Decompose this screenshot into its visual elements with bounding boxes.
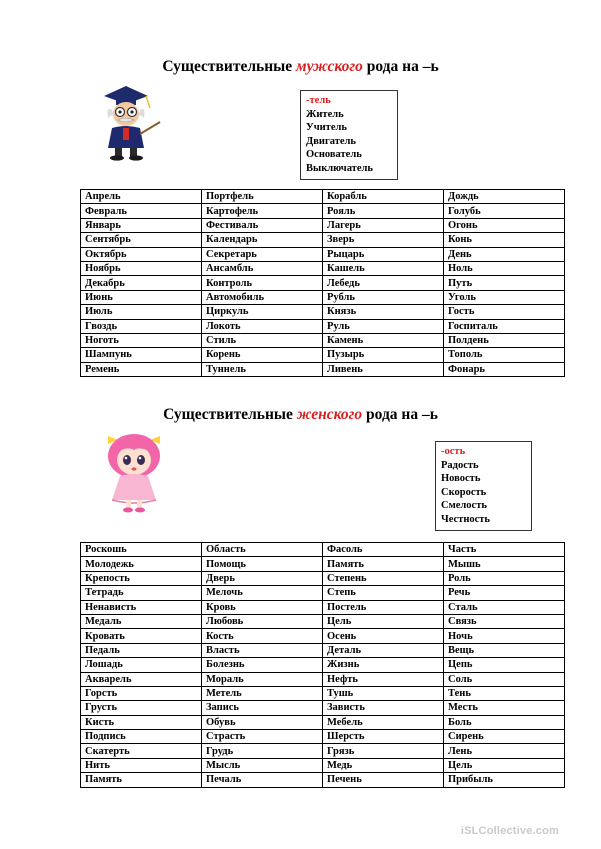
table-cell: Календарь bbox=[202, 233, 323, 247]
table-cell: Молодежь bbox=[81, 557, 202, 571]
table-cell: Жизнь bbox=[323, 658, 444, 672]
table-cell: Огонь bbox=[444, 218, 565, 232]
table-row bbox=[81, 290, 565, 304]
table-cell: Помощь bbox=[202, 557, 323, 571]
masculine-title-accent: мужского bbox=[296, 58, 363, 75]
table-row bbox=[81, 305, 565, 319]
table-cell: День bbox=[444, 247, 565, 261]
table-cell: Дверь bbox=[202, 571, 323, 585]
table-cell: Тополь bbox=[444, 348, 565, 362]
table-cell: Боль bbox=[444, 715, 565, 729]
table-cell: Кисть bbox=[81, 715, 202, 729]
feminine-suffix-item: Радость bbox=[441, 459, 479, 471]
watermark: iSLCollective.com bbox=[460, 825, 559, 837]
table-cell: Ноябрь bbox=[81, 261, 202, 275]
table-cell: Рояль bbox=[323, 204, 444, 218]
feminine-suffix-item: Скорость bbox=[441, 486, 487, 498]
table-cell: Горсть bbox=[81, 686, 202, 700]
masculine-table bbox=[80, 189, 565, 377]
table-cell: Роскошь bbox=[81, 543, 202, 557]
table-cell: Фонарь bbox=[444, 362, 565, 376]
table-row bbox=[81, 614, 565, 628]
table-cell: Метель bbox=[202, 686, 323, 700]
feminine-title bbox=[0, 406, 601, 424]
table-cell: Апрель bbox=[81, 190, 202, 204]
feminine-title-post: рода на –ь bbox=[362, 406, 438, 423]
table-cell: Постель bbox=[323, 600, 444, 614]
table-row bbox=[81, 190, 565, 204]
masculine-suffix-item: Двигатель bbox=[306, 135, 356, 147]
table-cell: Подпись bbox=[81, 730, 202, 744]
table-cell: Лень bbox=[444, 744, 565, 758]
table-cell: Память bbox=[81, 773, 202, 787]
table-row bbox=[81, 319, 565, 333]
table-cell: Автомобиль bbox=[202, 290, 323, 304]
table-row bbox=[81, 773, 565, 787]
feminine-suffix-head: -ость bbox=[441, 446, 466, 457]
table-row bbox=[81, 715, 565, 729]
table-cell: Медаль bbox=[81, 614, 202, 628]
professor-illustration-icon bbox=[90, 82, 162, 162]
table-cell: Обувь bbox=[202, 715, 323, 729]
table-cell: Зависть bbox=[323, 701, 444, 715]
table-cell: Вещь bbox=[444, 643, 565, 657]
table-cell: Шерсть bbox=[323, 730, 444, 744]
table-cell: Память bbox=[323, 557, 444, 571]
table-cell: Ливень bbox=[323, 362, 444, 376]
table-cell: Медь bbox=[323, 758, 444, 772]
table-cell: Стиль bbox=[202, 333, 323, 347]
table-cell: Педаль bbox=[81, 643, 202, 657]
table-row bbox=[81, 701, 565, 715]
table-cell: Сталь bbox=[444, 600, 565, 614]
table-cell: Нить bbox=[81, 758, 202, 772]
table-cell: Печень bbox=[323, 773, 444, 787]
table-cell: Ноготь bbox=[81, 333, 202, 347]
table-cell: Контроль bbox=[202, 276, 323, 290]
table-cell: Госпиталь bbox=[444, 319, 565, 333]
masculine-suffix-item: Учитель bbox=[306, 122, 347, 134]
table-cell: Картофель bbox=[202, 204, 323, 218]
table-cell: Портфель bbox=[202, 190, 323, 204]
table-cell: Запись bbox=[202, 701, 323, 715]
table-cell: Кровь bbox=[202, 600, 323, 614]
table-row bbox=[81, 333, 565, 347]
table-cell: Печаль bbox=[202, 773, 323, 787]
table-cell: Крепость bbox=[81, 571, 202, 585]
table-row bbox=[81, 758, 565, 772]
masculine-suffix-item: Житель bbox=[306, 108, 344, 120]
table-cell: Декабрь bbox=[81, 276, 202, 290]
table-row bbox=[81, 362, 565, 376]
table-cell: Циркуль bbox=[202, 305, 323, 319]
table-cell: Роль bbox=[444, 571, 565, 585]
table-cell: Степь bbox=[323, 586, 444, 600]
masculine-suffix-head: -тель bbox=[306, 95, 331, 106]
table-cell: Локоть bbox=[202, 319, 323, 333]
table-cell: Мышь bbox=[444, 557, 565, 571]
table-cell: Сирень bbox=[444, 730, 565, 744]
feminine-title-pre: Существительные bbox=[163, 406, 297, 423]
table-cell: Месть bbox=[444, 701, 565, 715]
doll-illustration-icon bbox=[100, 430, 168, 514]
feminine-title-accent: женского bbox=[296, 406, 363, 423]
table-cell: Страсть bbox=[202, 730, 323, 744]
table-row bbox=[81, 233, 565, 247]
table-cell: Октябрь bbox=[81, 247, 202, 261]
table-cell: Лагерь bbox=[323, 218, 444, 232]
table-cell: Зверь bbox=[323, 233, 444, 247]
table-cell: Часть bbox=[444, 543, 565, 557]
table-cell: Грусть bbox=[81, 701, 202, 715]
table-cell: Кашель bbox=[323, 261, 444, 275]
table-cell: Ноль bbox=[444, 261, 565, 275]
table-cell: Скатерть bbox=[81, 744, 202, 758]
table-cell: Гвоздь bbox=[81, 319, 202, 333]
table-row bbox=[81, 348, 565, 362]
table-cell: Кровать bbox=[81, 629, 202, 643]
table-row bbox=[81, 658, 565, 672]
table-cell: Нефть bbox=[323, 672, 444, 686]
table-cell: Мысль bbox=[202, 758, 323, 772]
table-row bbox=[81, 276, 565, 290]
table-row bbox=[81, 571, 565, 585]
table-cell: Тушь bbox=[323, 686, 444, 700]
table-row bbox=[81, 557, 565, 571]
table-cell: Камень bbox=[323, 333, 444, 347]
masculine-title-post: рода на –ь bbox=[362, 58, 439, 75]
masculine-title-pre: Существительные bbox=[162, 58, 297, 75]
table-cell: Мебель bbox=[323, 715, 444, 729]
table-cell: Руль bbox=[323, 319, 444, 333]
table-cell: Мораль bbox=[202, 672, 323, 686]
table-cell: Июль bbox=[81, 305, 202, 319]
table-row bbox=[81, 543, 565, 557]
table-cell: Степень bbox=[323, 571, 444, 585]
table-cell: Корабль bbox=[323, 190, 444, 204]
table-cell: Цель bbox=[323, 614, 444, 628]
table-cell: Январь bbox=[81, 218, 202, 232]
table-cell: Цель bbox=[444, 758, 565, 772]
table-cell: Полдень bbox=[444, 333, 565, 347]
table-cell: Февраль bbox=[81, 204, 202, 218]
table-cell: Секретарь bbox=[202, 247, 323, 261]
table-cell: Уголь bbox=[444, 290, 565, 304]
table-cell: Рубль bbox=[323, 290, 444, 304]
masculine-title bbox=[0, 58, 601, 76]
table-cell: Тень bbox=[444, 686, 565, 700]
table-row bbox=[81, 218, 565, 232]
feminine-suffix-item: Смелость bbox=[441, 500, 487, 512]
table-cell: Дождь bbox=[444, 190, 565, 204]
table-cell: Власть bbox=[202, 643, 323, 657]
table-row bbox=[81, 744, 565, 758]
table-cell: Мелочь bbox=[202, 586, 323, 600]
table-cell: Область bbox=[202, 543, 323, 557]
table-cell: Ремень bbox=[81, 362, 202, 376]
table-row bbox=[81, 247, 565, 261]
table-cell: Рыцарь bbox=[323, 247, 444, 261]
table-cell: Пузырь bbox=[323, 348, 444, 362]
table-row bbox=[81, 643, 565, 657]
table-cell: Любовь bbox=[202, 614, 323, 628]
table-row bbox=[81, 586, 565, 600]
table-row bbox=[81, 629, 565, 643]
table-cell: Грудь bbox=[202, 744, 323, 758]
table-row bbox=[81, 672, 565, 686]
table-cell: Лебедь bbox=[323, 276, 444, 290]
feminine-suffix-box bbox=[435, 441, 532, 531]
table-cell: Путь bbox=[444, 276, 565, 290]
table-row bbox=[81, 261, 565, 275]
table-cell: Лошадь bbox=[81, 658, 202, 672]
table-cell: Деталь bbox=[323, 643, 444, 657]
masculine-suffix-box bbox=[300, 90, 398, 180]
table-cell: Корень bbox=[202, 348, 323, 362]
table-row bbox=[81, 686, 565, 700]
feminine-suffix-item: Новость bbox=[441, 473, 481, 485]
table-cell: Осень bbox=[323, 629, 444, 643]
table-cell: Ансамбль bbox=[202, 261, 323, 275]
table-cell: Прибыль bbox=[444, 773, 565, 787]
table-cell: Голубь bbox=[444, 204, 565, 218]
table-cell: Кость bbox=[202, 629, 323, 643]
table-row bbox=[81, 730, 565, 744]
table-cell: Гость bbox=[444, 305, 565, 319]
table-cell: Шампунь bbox=[81, 348, 202, 362]
table-row bbox=[81, 600, 565, 614]
feminine-suffix-item: Честность bbox=[441, 513, 490, 525]
table-cell: Июнь bbox=[81, 290, 202, 304]
table-cell: Ночь bbox=[444, 629, 565, 643]
feminine-table bbox=[80, 542, 565, 788]
table-cell: Сентябрь bbox=[81, 233, 202, 247]
table-cell: Князь bbox=[323, 305, 444, 319]
table-cell: Ненависть bbox=[81, 600, 202, 614]
table-cell: Фасоль bbox=[323, 543, 444, 557]
table-cell: Связь bbox=[444, 614, 565, 628]
table-cell: Конь bbox=[444, 233, 565, 247]
table-row bbox=[81, 204, 565, 218]
table-cell: Соль bbox=[444, 672, 565, 686]
table-cell: Тетрадь bbox=[81, 586, 202, 600]
masculine-suffix-item: Основатель bbox=[306, 149, 362, 161]
table-cell: Речь bbox=[444, 586, 565, 600]
table-cell: Фестиваль bbox=[202, 218, 323, 232]
table-cell: Болезнь bbox=[202, 658, 323, 672]
table-cell: Грязь bbox=[323, 744, 444, 758]
table-cell: Туннель bbox=[202, 362, 323, 376]
table-cell: Цепь bbox=[444, 658, 565, 672]
table-cell: Акварель bbox=[81, 672, 202, 686]
masculine-suffix-item: Выключатель bbox=[306, 162, 373, 174]
